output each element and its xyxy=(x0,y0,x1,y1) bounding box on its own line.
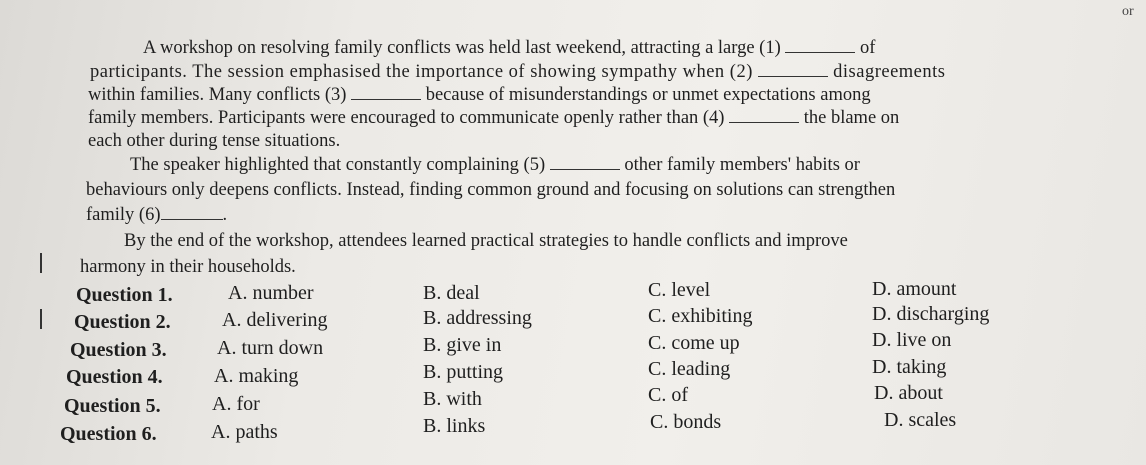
question-label: Question 6. xyxy=(60,423,157,445)
passage-line: A workshop on resolving family conflicts was held last weekend, attracting a large (1) of xyxy=(143,38,876,58)
margin-mark xyxy=(40,309,42,329)
passage-line: harmony in their households. xyxy=(80,257,296,277)
option-b[interactable]: B. links xyxy=(423,415,486,437)
option-a[interactable]: A. paths xyxy=(211,421,278,443)
option-d[interactable]: D. discharging xyxy=(872,303,990,325)
option-b[interactable]: B. give in xyxy=(423,334,502,356)
option-c[interactable]: C. of xyxy=(648,384,688,406)
passage-line: each other during tense situations. xyxy=(88,131,341,151)
option-a[interactable]: A. turn down xyxy=(217,337,324,359)
option-b[interactable]: B. putting xyxy=(423,361,504,383)
option-a[interactable]: A. making xyxy=(214,365,299,387)
option-a[interactable]: A. for xyxy=(212,393,260,415)
option-a[interactable]: A. delivering xyxy=(222,309,328,331)
option-d[interactable]: D. live on xyxy=(872,329,952,351)
edge-text: or xyxy=(1122,4,1134,19)
question-label: Question 2. xyxy=(74,311,171,333)
option-c[interactable]: C. exhibiting xyxy=(648,305,753,327)
option-c[interactable]: C. bonds xyxy=(650,411,722,433)
question-label: Question 3. xyxy=(70,339,167,361)
blank-4[interactable] xyxy=(729,108,799,123)
option-c[interactable]: C. leading xyxy=(648,358,731,380)
question-label: Question 4. xyxy=(66,366,163,388)
blank-2[interactable] xyxy=(758,62,828,77)
margin-mark xyxy=(40,253,42,273)
question-label: Question 1. xyxy=(76,284,173,306)
option-c[interactable]: C. level xyxy=(648,279,711,301)
option-c[interactable]: C. come up xyxy=(648,332,740,354)
passage-line: family members. Participants were encouraged to communicate openly rather than (4) the blame on xyxy=(88,108,900,128)
option-d[interactable]: D. about xyxy=(874,382,943,404)
blank-6[interactable] xyxy=(161,205,223,220)
option-b[interactable]: B. addressing xyxy=(423,307,532,329)
option-a[interactable]: A. number xyxy=(228,282,314,304)
passage-line: family (6) . xyxy=(86,205,228,225)
blank-5[interactable] xyxy=(550,155,620,170)
option-d[interactable]: D. taking xyxy=(872,356,947,378)
option-d[interactable]: D. amount xyxy=(872,278,957,300)
blank-3[interactable] xyxy=(351,85,421,100)
option-b[interactable]: B. deal xyxy=(423,282,480,304)
passage-line: within families. Many conflicts (3) because of misunderstandings or unmet expectations among xyxy=(88,85,871,105)
passage-line: The speaker highlighted that constantly complaining (5) other family members' habits or xyxy=(130,155,860,175)
option-d[interactable]: D. scales xyxy=(884,409,957,431)
option-b[interactable]: B. with xyxy=(423,388,482,410)
blank-1[interactable] xyxy=(785,38,855,53)
passage-line: By the end of the workshop, attendees learned practical strategies to handle conflicts and improve xyxy=(124,231,848,251)
passage-line: behaviours only deepens conflicts. Instead, finding common ground and focusing on solutions can strengthen xyxy=(86,180,896,200)
passage-line: participants. The session emphasised the importance of showing sympathy when (2) disagreements xyxy=(90,62,946,82)
question-label: Question 5. xyxy=(64,395,161,417)
